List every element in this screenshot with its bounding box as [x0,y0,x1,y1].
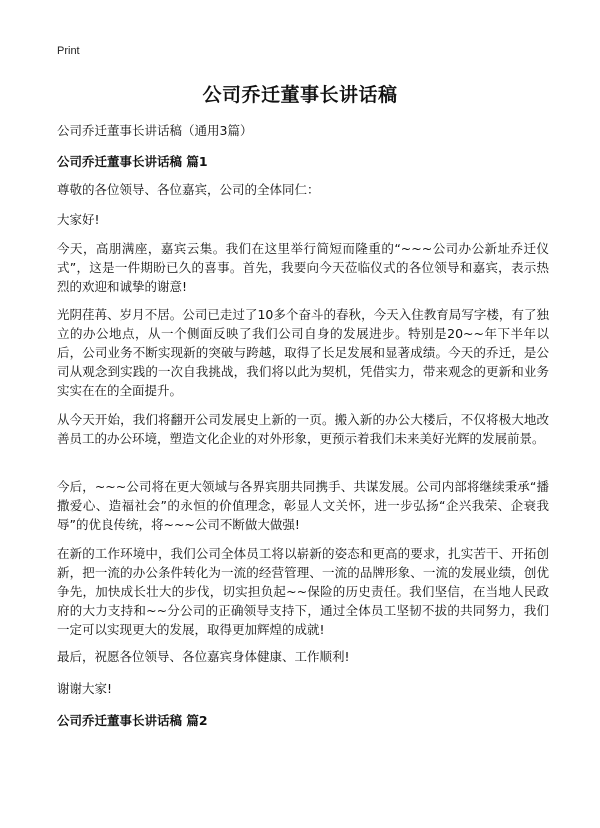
paragraph-commitment: 在新的工作环境中，我们公司全体员工将以崭新的姿态和更高的要求，扎实苦干、开拓创新，把一流的办公条件转化为一流的经营管理、一流的品牌形象、一流的发展业绩，创优争先，加快成长壮大的步伐，切实担负起~~保险的历史责任。我们坚信，在当地人民政府的大力支持和~~分公司的正确领导支持下，通过全体员工坚韧不拔的共同努力，我们一定可以实现更大的发展，取得更加辉煌的成就! [57,546,549,637]
section-heading-2: 公司乔迁董事长讲话稿 篇2 [57,713,208,728]
document-subtitle: 公司乔迁董事长讲话稿（通用3篇） [57,123,253,138]
paragraph-future: 今后，~~~公司将在更大领域与各界宾朋共同携手、共谋发展。公司内部将继续秉承“播撒爱心、造福社会”的永恒的价值理念，彰显人文关怀，进一步弘扬“企兴我荣、企衰我辱”的优良传统，将~~~公司不断做大做强! [57,479,549,532]
paragraph-wishes: 最后，祝愿各位领导、各位嘉宾身体健康、工作顺利! [57,649,350,664]
paragraph-opening: 今天，高朋满座，嘉宾云集。我们在这里举行简短而隆重的“~~~公司办公新址乔迁仪式”，这是一件期盼已久的喜事。首先，我要向今天莅临仪式的各位领导和嘉宾，表示热烈的欢迎和诚挚的谢意! [57,241,549,294]
paragraph-salutation: 尊敬的各位领导、各位嘉宾，公司的全体同仁： [57,182,320,197]
print-label: Print [57,45,80,57]
paragraph-new-page: 从今天开始，我们将翻开公司发展史上新的一页。搬入新的办公大楼后，不仅将极大地改善员工的办公环境，塑造文化企业的对外形象，更预示着我们未来美好光辉的发展前景。 [57,412,549,446]
section-heading-1: 公司乔迁董事长讲话稿 篇1 [57,154,208,169]
document-title: 公司乔迁董事长讲话稿 [202,84,398,106]
paragraph-history: 光阴荏苒、岁月不居。公司已走过了10多个奋斗的春秋，今天入住教育局写字楼，有了独立的办公地点，从一个侧面反映了我们公司自身的发展进步。特别是20~~年下半年以后，公司业务不断实现新的突破与跨越，取得了长足发展和显著成绩。今天的乔迁，是公司从观念到实践的一次自我挑战，我们将以此为契机，凭借实力，带来观念的更新和业务实实在在的全面提升。 [57,307,549,398]
paragraph-greeting: 大家好! [57,212,100,227]
paragraph-thanks: 谢谢大家! [57,681,113,696]
